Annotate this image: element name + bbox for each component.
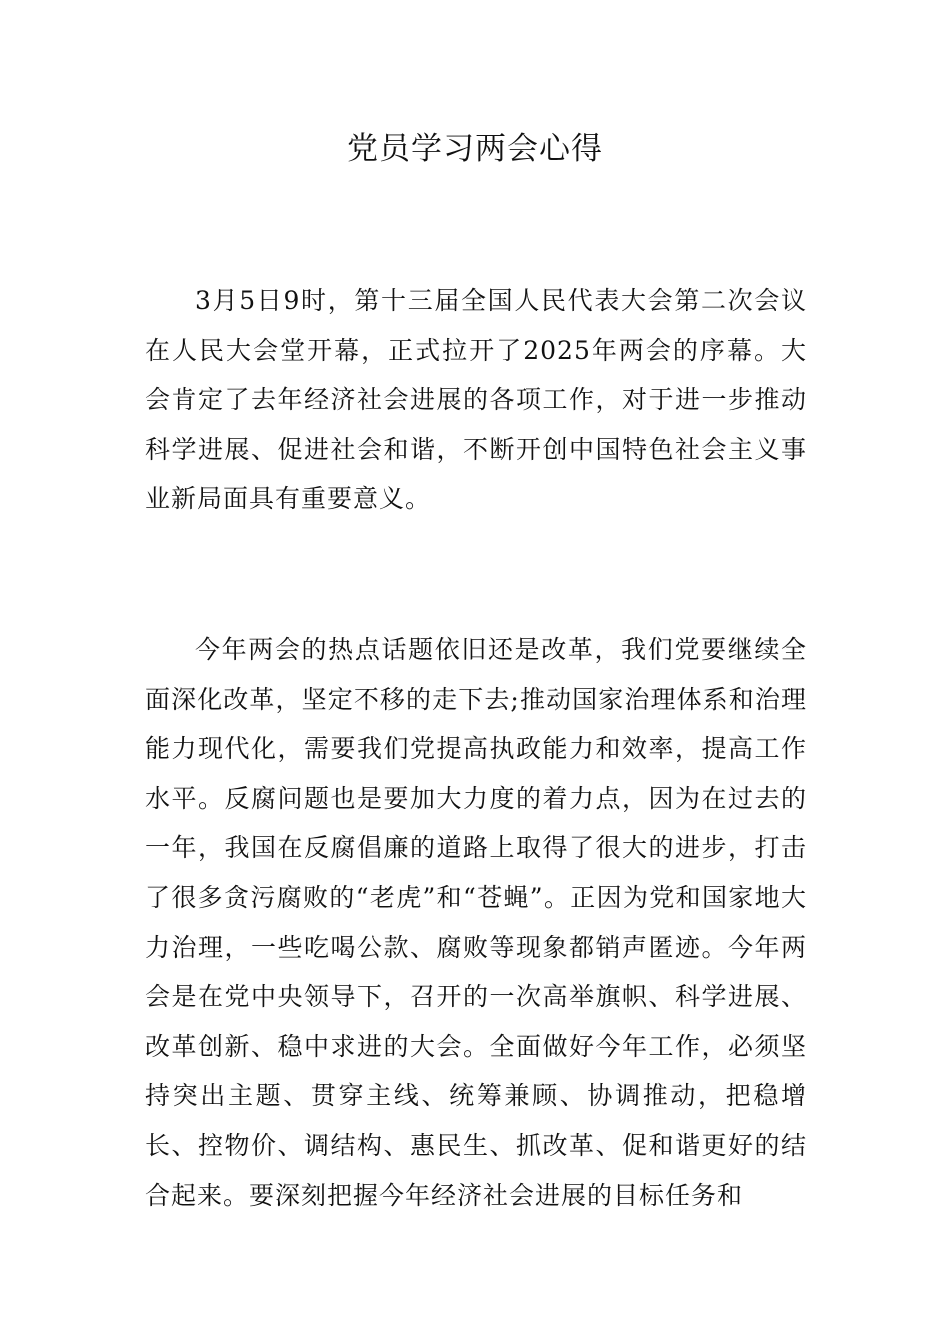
paragraph-1: 3月5日9时，第十三届全国人民代表大会第二次会议在人民大会堂开幕，正式拉开了2025年两会的序幕。大会肯定了去年经济社会进展的各项工作，对于进一步推动科学进展、促进社会和谐，不断开创中国特色社会主义事业新局面具有重要意义。	[145, 286, 807, 514]
document-title: 党员学习两会心得	[347, 131, 603, 167]
paragraph-2: 今年两会的热点话题依旧还是改革，我们党要继续全面深化改革，坚定不移的走下去;推动国家治理体系和治理能力现代化，需要我们党提高执政能力和效率，提高工作水平。反腐问题也是要加大力度的着力点，因为在过去的一年，我国在反腐倡廉的道路上取得了很大的进步，打击了很多贪污腐败的“老虎”和“苍蝇”。正因为党和国家地大力治理，一些吃喝公款、腐败等现象都销声匿迹。今年两会是在党中央领导下，召开的一次高举旗帜、科学进展、改革创新、稳中求进的大会。全面做好今年工作，必须坚持突出主题、贯穿主线、统筹兼顾、协调推动，把稳增长、控物价、调结构、惠民生、抓改革、促和谐更好的结合起来。要深刻把握今年经济社会进展的目标任务和	[145, 635, 807, 1210]
